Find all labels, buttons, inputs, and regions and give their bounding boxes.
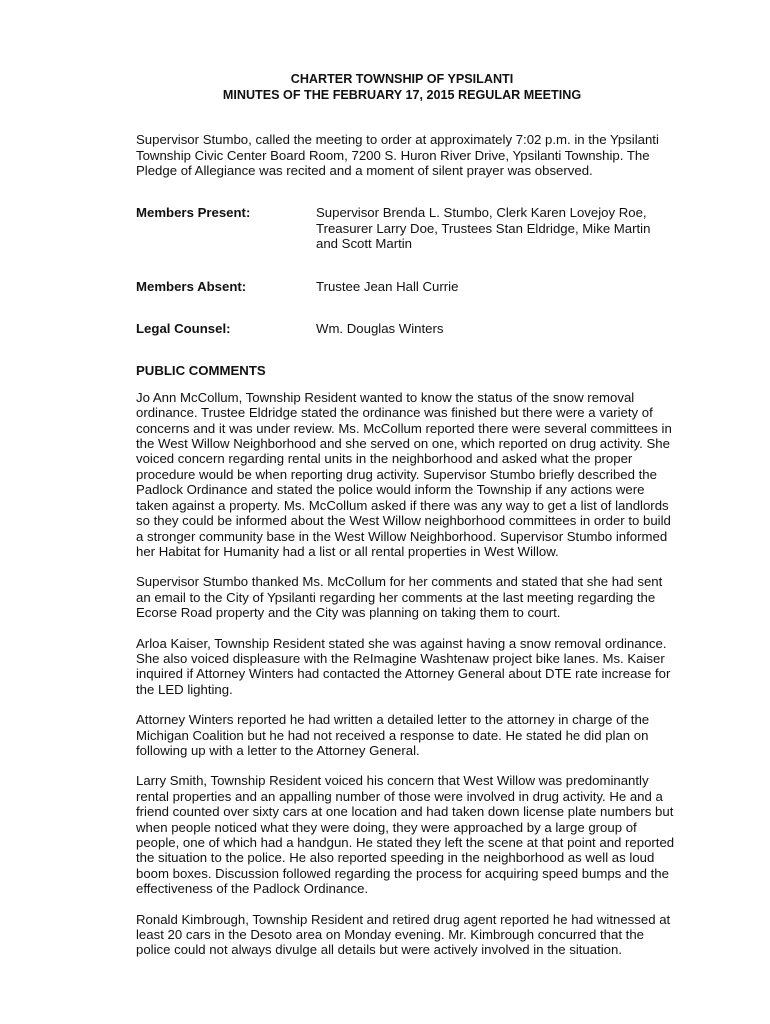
members-absent-label: Members Absent: bbox=[136, 278, 247, 294]
comment-paragraph: Arloa Kaiser, Township Resident stated she was against having a snow removal ordinance. She also voiced displeasure with the ReImagine Washtenaw project bike lanes. Ms. Kaiser inquired if Attorney Winters had contacted the Attorney General about DTE rate increase for the LED lighting. bbox=[136, 635, 671, 697]
public-comments-heading: PUBLIC COMMENTS bbox=[136, 363, 266, 379]
document-title bbox=[128, 72, 676, 103]
comment-paragraph: Attorney Winters reported he had written a detailed letter to the attorney in charge of the Michigan Coalition but he had not received a response to date. He stated he did plan on following up with a letter to the Attorney General. bbox=[136, 712, 650, 758]
legal-counsel-row bbox=[136, 321, 676, 336]
members-present-value: Supervisor Brenda L. Stumbo, Clerk Karen Lovejoy Roe, Treasurer Larry Doe, Trustees Stan Eldridge, Mike Martin and Scott Martin bbox=[316, 205, 651, 252]
minutes-document bbox=[136, 72, 676, 958]
comment-paragraph: Supervisor Stumbo thanked Ms. McCollum for her comments and stated that she had sent an email to the City of Ypsilanti regarding her comments at the last meeting regarding the Ecorse Road property and the City was planning on taking them to court. bbox=[136, 574, 663, 621]
comment-paragraph: Larry Smith, Township Resident voiced his concern that West Willow was predominantly rental properties and an appalling number of those were involved in drug activity. He and a friend counted over sixty cars at one location and had taken down license plate numbers but when people noticed what they were doing, they were approached by a large group of people, one of which had a handgun. He stated they left the scene at that point and reported the situation to the police. He also reported speeding in the neighborhood as well as loud boom boxes. Discussion followed regarding the process for acquiring speed bumps and the effectiveness of the Padlock Ordinance. bbox=[136, 773, 675, 897]
members-present-row bbox=[136, 205, 676, 251]
comment-paragraph: Jo Ann McCollum, Township Resident wanted to know the status of the snow removal ordinance. Trustee Eldridge stated the ordinance was finished but there were a variety of concerns and it was under review. Ms. McCollum reported there were several committees in the West Willow Neighborhood and she served on one, which reported on drug activity. She voiced concern regarding rental units in the neighborhood and asked what the proper procedure would be when reporting drug activity. Supervisor Stumbo briefly described the Padlock Ordinance and stated the police would inform the Township if any actions were taken against a property. Ms. McCollum asked if there was any way to get a list of landlords so they could be informed about the West Willow neighborhood committees in order to build a stronger community base in the West Willow Neighborhood. Supervisor Stumbo informed her Habitat for Humanity had a list or all rental properties in West Willow. bbox=[136, 389, 672, 559]
comment-paragraph: Ronald Kimbrough, Township Resident and retired drug agent reported he had witnessed at least 20 cars in the Desoto area on Monday evening. Mr. Kimbrough concurred that the police could not always divulge all details but were actively involved in the situation. bbox=[136, 911, 671, 958]
intro-paragraph: Supervisor Stumbo, called the meeting to order at approximately 7:02 p.m. in the Ypsilanti Township Civic Center Board Room, 7200 S. Huron River Drive, Ypsilanti Township. The Pledge of Allegiance was recited and a moment of silent prayer was observed. bbox=[136, 132, 659, 178]
members-absent-row bbox=[136, 279, 676, 294]
legal-counsel-label: Legal Counsel: bbox=[136, 321, 231, 337]
legal-counsel-value: Wm. Douglas Winters bbox=[316, 321, 444, 337]
title-line-2: MINUTES OF THE FEBRUARY 17, 2015 REGULAR MEETING bbox=[222, 87, 582, 102]
title-line-1: CHARTER TOWNSHIP OF YPSILANTI bbox=[290, 72, 514, 86]
members-present-label: Members Present: bbox=[136, 205, 251, 221]
public-comments-body bbox=[136, 390, 676, 958]
members-absent-value: Trustee Jean Hall Currie bbox=[316, 278, 459, 294]
